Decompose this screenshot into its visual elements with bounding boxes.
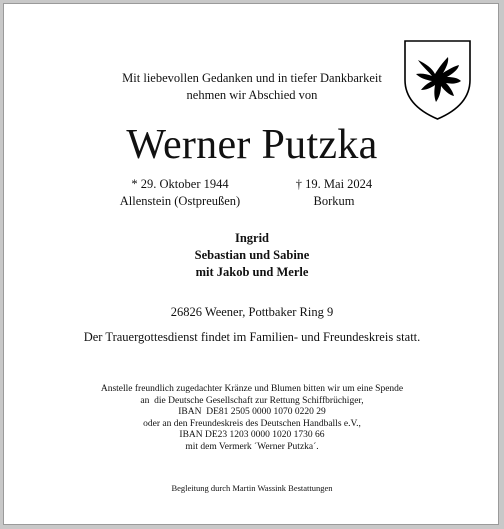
family-line: mit Jakob und Merle: [195, 265, 309, 279]
address: 26826 Weener, Pottbaker Ring 9: [170, 305, 334, 319]
birth-info: [100, 176, 260, 210]
donation-line: IBAN DE81 2505 0000 1070 0220 29: [178, 407, 326, 418]
obituary-card: [3, 3, 499, 525]
intro-line: Mit liebevollen Gedanken und in tiefer Dankbarkeit: [122, 71, 382, 85]
death-info: [254, 176, 414, 210]
birth-date: * 29. Oktober 1944: [131, 177, 229, 191]
donation-line: Anstelle freundlich zugedachter Kränze und Blumen bitten wir um eine Spende: [100, 384, 404, 394]
family-line: Sebastian und Sabine: [194, 248, 310, 262]
donation-line: an die Deutsche Gesellschaft zur Rettung Schiffbrüchiger,: [140, 395, 364, 406]
intro-text: [4, 70, 500, 104]
family-line: Ingrid: [234, 231, 270, 245]
family-names: [4, 230, 500, 281]
donation-request: [4, 384, 500, 454]
death-place: Borkum: [313, 194, 355, 208]
death-date: † 19. Mai 2024: [295, 177, 373, 191]
service-note: Der Trauergottesdienst findet im Familien- und Freundeskreis statt.: [83, 330, 421, 344]
donation-line: oder an den Freundeskreis des Deutschen Handballs e.V.,: [143, 418, 361, 429]
donation-line: mit dem Vermerk ´Werner Putzka´.: [185, 441, 319, 452]
donation-line: IBAN DE23 1203 0000 1020 1730 66: [179, 430, 325, 441]
undertaker-note: Begleitung durch Martin Wassink Bestattungen: [171, 483, 333, 493]
birth-place: Allenstein (Ostpreußen): [119, 194, 241, 208]
intro-line: nehmen wir Abschied von: [186, 88, 318, 102]
deceased-name: Werner Putzka: [126, 122, 378, 168]
